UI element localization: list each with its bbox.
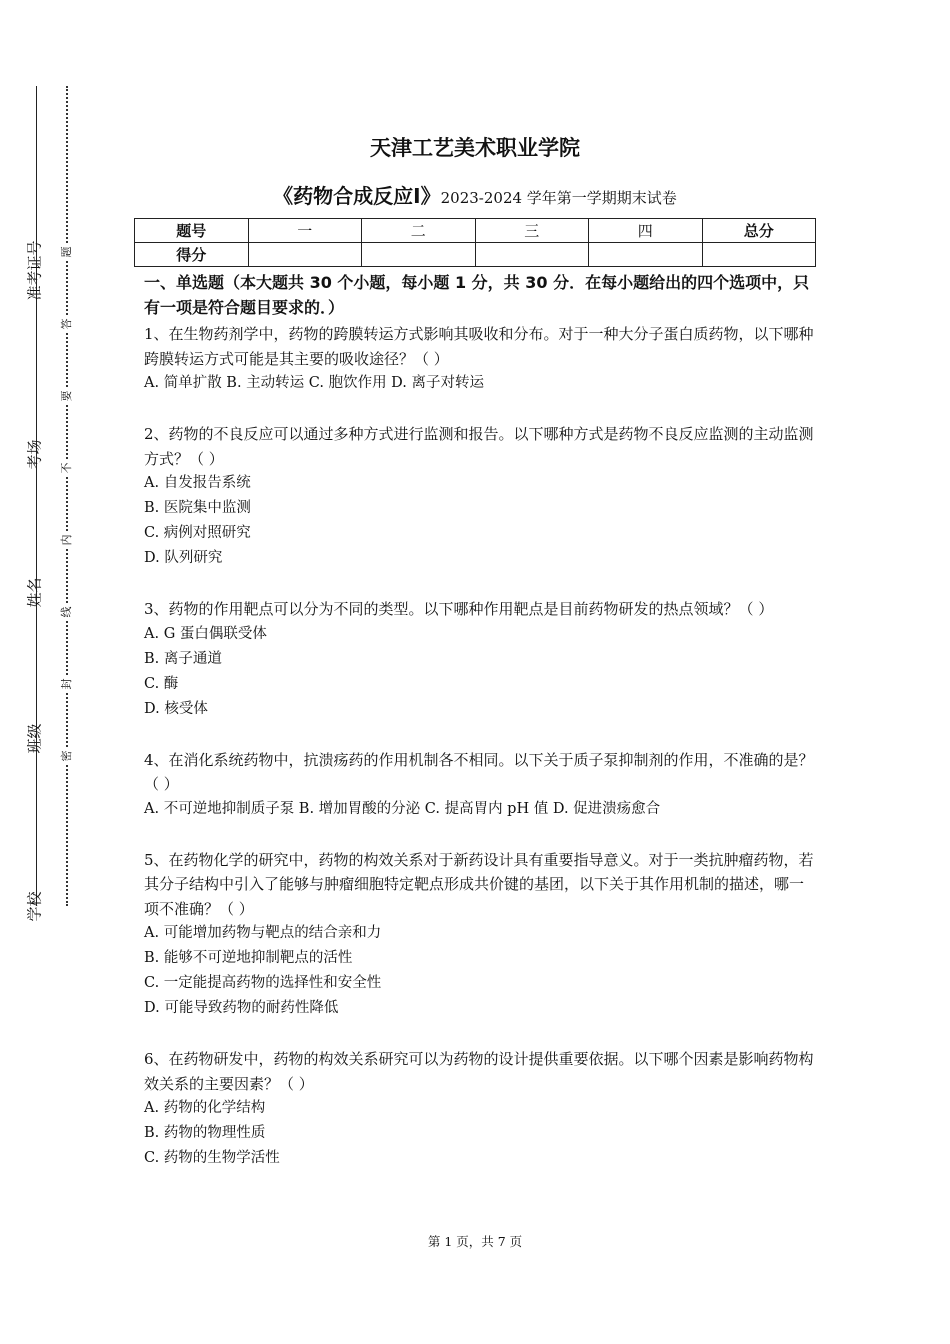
binding-field-name: 姓名 bbox=[25, 577, 44, 608]
score-table-header: 一 bbox=[248, 219, 362, 243]
question-stem: 6、在药物研发中，药物的构效关系研究可以为药物的设计提供重要依据。以下哪个因素是影响药物构效关系的主要因素？（ ） bbox=[144, 1050, 814, 1093]
option-a: A. 药物的化学结构 bbox=[144, 1100, 266, 1116]
score-table-header: 四 bbox=[589, 219, 703, 243]
page-footer: 第 1 页，共 7 页 bbox=[427, 1234, 523, 1249]
option-b: B. 能够不可逆地抑制靶点的活性 bbox=[144, 950, 353, 966]
option-a: A. 自发报告系统 bbox=[144, 475, 251, 491]
binding-dotted-line bbox=[66, 86, 68, 906]
score-table-header-row bbox=[135, 219, 816, 243]
binding-field-school: 学校 bbox=[25, 891, 44, 922]
binding-field-exam-room: 考场 bbox=[25, 439, 44, 470]
binding-warning-char: 内 bbox=[58, 531, 74, 549]
score-cell bbox=[475, 243, 589, 267]
score-cell bbox=[362, 243, 476, 267]
question-options: A. 简单扩散 B. 主动转运 C. 胞饮作用 D. 离子对转运 bbox=[144, 375, 485, 391]
score-table-header: 三 bbox=[475, 219, 589, 243]
school-title: 天津工艺美术职业学院 bbox=[370, 136, 580, 160]
binding-warning-char: 不 bbox=[58, 459, 74, 477]
option-c: C. 酶 bbox=[144, 675, 179, 692]
option-b: B. 医院集中监测 bbox=[144, 500, 251, 516]
binding-warning-char: 要 bbox=[58, 387, 74, 405]
question-2 bbox=[144, 422, 816, 571]
binding-warning-char: 封 bbox=[58, 675, 74, 693]
option-d: D. 队列研究 bbox=[144, 550, 223, 566]
score-table-header: 题号 bbox=[135, 219, 249, 243]
binding-warning-char: 答 bbox=[58, 315, 74, 333]
binding-solid-line bbox=[36, 86, 37, 906]
option-b: B. 药物的物理性质 bbox=[144, 1125, 266, 1141]
question-stem: 3、药物的作用靶点可以分为不同的类型。以下哪种作用靶点是目前药物研发的热点领域？（ ） bbox=[144, 600, 774, 618]
binding-field-class: 班级 bbox=[25, 723, 44, 754]
option-a: A. G 蛋白偶联受体 bbox=[144, 625, 267, 642]
score-table-header: 总分 bbox=[702, 219, 816, 243]
score-table bbox=[134, 218, 816, 267]
score-table-score-row bbox=[135, 243, 816, 267]
term-label: 2023-2024 学年第一学期期末试卷 bbox=[440, 189, 677, 207]
score-table-header: 二 bbox=[362, 219, 476, 243]
score-cell bbox=[589, 243, 703, 267]
option-b: B. 离子通道 bbox=[144, 650, 222, 667]
question-4 bbox=[144, 748, 816, 822]
option-c: C. 药物的生物学活性 bbox=[144, 1150, 280, 1166]
question-stem: 5、在药物化学的研究中，药物的构效关系对于新药设计具有重要指导意义。对于一类抗肿瘤药物，若其分子结构中引入了能够与肿瘤细胞特定靶点形成共价键的基团，以下关于其作用机制的描述，哪一项不准确？（ ） bbox=[144, 850, 814, 918]
score-row-label: 得分 bbox=[135, 243, 249, 267]
score-cell bbox=[248, 243, 362, 267]
binding-field-exam-id: 准考证号 bbox=[25, 240, 44, 301]
binding-warning-char: 线 bbox=[58, 603, 74, 621]
binding-warning-char: 密 bbox=[58, 747, 74, 765]
course-name: 《药物合成反应Ⅰ》 bbox=[273, 184, 441, 208]
binding-warning-char: 题 bbox=[58, 243, 74, 261]
option-c: C. 病例对照研究 bbox=[144, 525, 251, 541]
exam-subtitle bbox=[0, 180, 950, 209]
option-c: C. 一定能提高药物的选择性和安全性 bbox=[144, 975, 382, 991]
question-content bbox=[144, 270, 816, 1171]
section-title: 一、单选题（本大题共 30 个小题，每小题 1 分，共 30 分．在每小题给出的四个选项中，只有一项是符合题目要求的．） bbox=[144, 273, 810, 317]
question-options: A. 不可逆地抑制质子泵 B. 增加胃酸的分泌 C. 提高胃内 pH 值 D. 促进溃疡愈合 bbox=[144, 800, 661, 817]
question-stem: 4、在消化系统药物中，抗溃疡药的作用机制各不相同。以下关于质子泵抑制剂的作用，不准确的是？（ ） bbox=[144, 750, 814, 793]
question-stem: 1、在生物药剂学中，药物的跨膜转运方式影响其吸收和分布。对于一种大分子蛋白质药物，以下哪种跨膜转运方式可能是其主要的吸收途径？（ ） bbox=[144, 325, 814, 368]
question-5 bbox=[144, 848, 816, 1022]
score-cell bbox=[702, 243, 816, 267]
question-6 bbox=[144, 1047, 816, 1171]
question-1 bbox=[144, 322, 816, 396]
option-d: D. 可能导致药物的耐药性降低 bbox=[144, 1000, 339, 1016]
question-stem: 2、药物的不良反应可以通过多种方式进行监测和报告。以下哪种方式是药物不良反应监测的主动监测方式？（ ） bbox=[144, 425, 814, 468]
option-a: A. 可能增加药物与靶点的结合亲和力 bbox=[144, 925, 382, 941]
option-d: D. 核受体 bbox=[144, 700, 208, 717]
question-3 bbox=[144, 597, 816, 722]
